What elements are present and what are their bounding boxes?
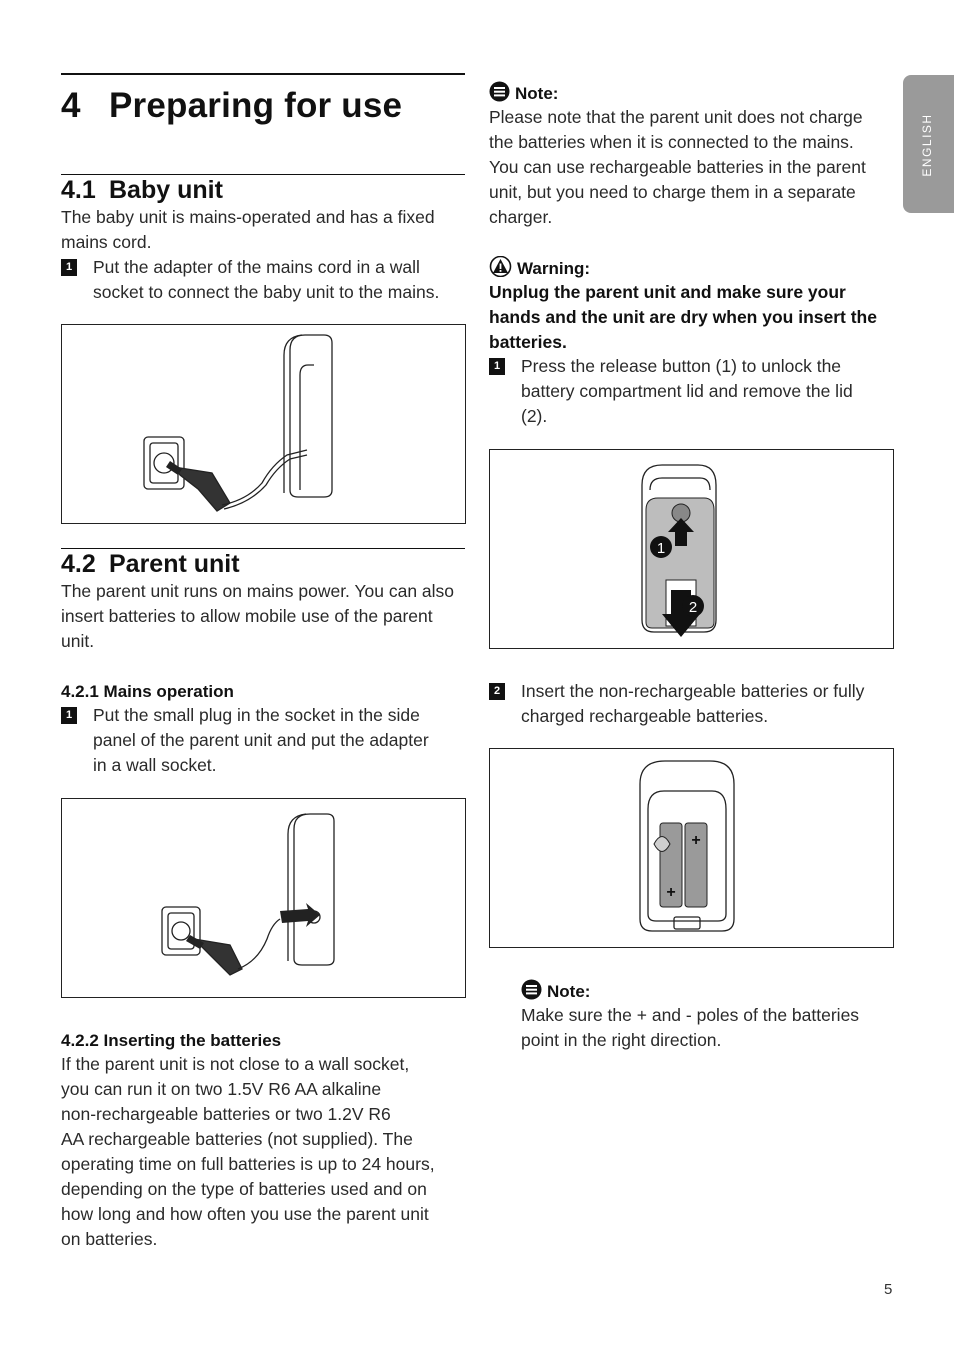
step-text xyxy=(521,354,891,429)
step-line: charged rechargeable batteries. xyxy=(521,706,769,726)
note2-body xyxy=(521,1003,859,1053)
warning-icon xyxy=(489,256,512,282)
chapter-number: 4 xyxy=(61,86,81,125)
note-line: unit, but you need to charge them in a separate xyxy=(489,182,856,202)
note-icon xyxy=(521,979,542,1005)
chapter-title-text: Preparing for use xyxy=(109,86,403,125)
step-text xyxy=(93,255,473,305)
body-line: how long and how often you use the parent unit xyxy=(61,1204,429,1224)
step-badge: 1 xyxy=(489,358,505,375)
step-line: (2). xyxy=(521,406,548,426)
warning-label: Warning: xyxy=(517,259,591,278)
warning-line: batteries. xyxy=(489,332,567,352)
chapter-title xyxy=(61,86,402,126)
section-parent-number: 4.2 xyxy=(61,550,96,578)
callout-2-label: 2 xyxy=(688,599,698,616)
step-line: panel of the parent unit and put the adapter xyxy=(93,730,429,750)
note2-heading xyxy=(521,979,590,1005)
page-number: 5 xyxy=(884,1281,893,1298)
note1-body xyxy=(489,105,866,230)
body-line: you can run it on two 1.5V R6 AA alkaline xyxy=(61,1079,382,1099)
section-baby-intro-line: The baby unit is mains-operated and has a fixed xyxy=(61,207,435,227)
note1-heading xyxy=(489,81,558,107)
section-parent-heading xyxy=(61,550,240,579)
step-line: Press the release button (1) to unlock the xyxy=(521,356,842,376)
section-parent-intro-line: insert batteries to allow mobile use of the parent xyxy=(61,606,433,626)
section-parent-intro-line: The parent unit runs on mains power. You can also xyxy=(61,581,455,601)
step-badge: 1 xyxy=(61,707,77,724)
body-line: If the parent unit is not close to a wall socket, xyxy=(61,1054,410,1074)
inserting-batteries-body xyxy=(61,1052,435,1252)
note-line: You can use rechargeable batteries in the parent xyxy=(489,157,866,177)
step-line: Insert the non-rechargeable batteries or fully xyxy=(521,681,865,701)
step-line: Put the adapter of the mains cord in a wall xyxy=(93,257,420,277)
section-baby-heading xyxy=(61,176,223,205)
chapter-rule xyxy=(61,73,465,75)
note-line: the batteries when it is connected to the mains. xyxy=(489,132,854,152)
warning-body xyxy=(489,280,877,355)
body-line: non-rechargeable batteries or two 1.2V R6 xyxy=(61,1104,391,1124)
section-parent-title: Parent unit xyxy=(109,550,240,578)
battery-plus-label: + xyxy=(666,884,676,901)
step-badge: 1 xyxy=(61,259,77,276)
section-baby-intro-line: mains cord. xyxy=(61,232,152,252)
step-line: battery compartment lid and remove the lid xyxy=(521,381,853,401)
body-line: operating time on full batteries is up to 24 hours, xyxy=(61,1154,435,1174)
inserting-batteries-heading: 4.2.2 Inserting the batteries xyxy=(61,1031,282,1050)
baby-unit-illustration xyxy=(62,325,465,523)
warning-line: Unplug the parent unit and make sure your xyxy=(489,282,846,302)
callout-1-label: 1 xyxy=(656,540,666,557)
remove-lid-illustration xyxy=(490,450,893,648)
language-label: ENGLISH xyxy=(920,113,934,177)
section-baby-intro xyxy=(61,205,435,255)
note-line: Make sure the + and - poles of the batteries xyxy=(521,1005,860,1025)
step-line: socket to connect the baby unit to the mains. xyxy=(93,282,440,302)
section-parent-intro xyxy=(61,579,454,654)
figure-insert-batteries xyxy=(489,748,894,948)
note-icon xyxy=(489,81,510,107)
section-baby-title: Baby unit xyxy=(109,176,223,204)
note-line: charger. xyxy=(489,207,553,227)
parent-unit-mains-illustration xyxy=(62,799,465,997)
body-line: on batteries. xyxy=(61,1229,158,1249)
section-parent-rule xyxy=(61,548,465,549)
language-side-tab xyxy=(903,75,954,213)
body-line: depending on the type of batteries used and on xyxy=(61,1179,427,1199)
warning-heading xyxy=(489,256,590,282)
section-parent-intro-line: unit. xyxy=(61,631,95,651)
section-baby-number: 4.1 xyxy=(61,176,96,204)
body-line: AA rechargeable batteries (not supplied). The xyxy=(61,1129,413,1149)
step-text xyxy=(521,679,891,729)
battery-plus-label: + xyxy=(691,832,701,849)
step-line: in a wall socket. xyxy=(93,755,217,775)
section-baby-rule xyxy=(61,174,465,175)
warning-line: hands and the unit are dry when you insert the xyxy=(489,307,877,327)
insert-batteries-illustration xyxy=(490,749,893,947)
note2-label: Note: xyxy=(547,982,591,1001)
step-line: Put the small plug in the socket in the side xyxy=(93,705,420,725)
note1-label: Note: xyxy=(515,84,559,103)
figure-remove-lid xyxy=(489,449,894,649)
mains-operation-heading: 4.2.1 Mains operation xyxy=(61,682,234,701)
note-line: point in the right direction. xyxy=(521,1030,722,1050)
step-badge: 2 xyxy=(489,683,505,700)
note-line: Please note that the parent unit does not charge xyxy=(489,107,863,127)
figure-baby-unit xyxy=(61,324,466,524)
step-text xyxy=(93,703,473,778)
figure-parent-mains xyxy=(61,798,466,998)
